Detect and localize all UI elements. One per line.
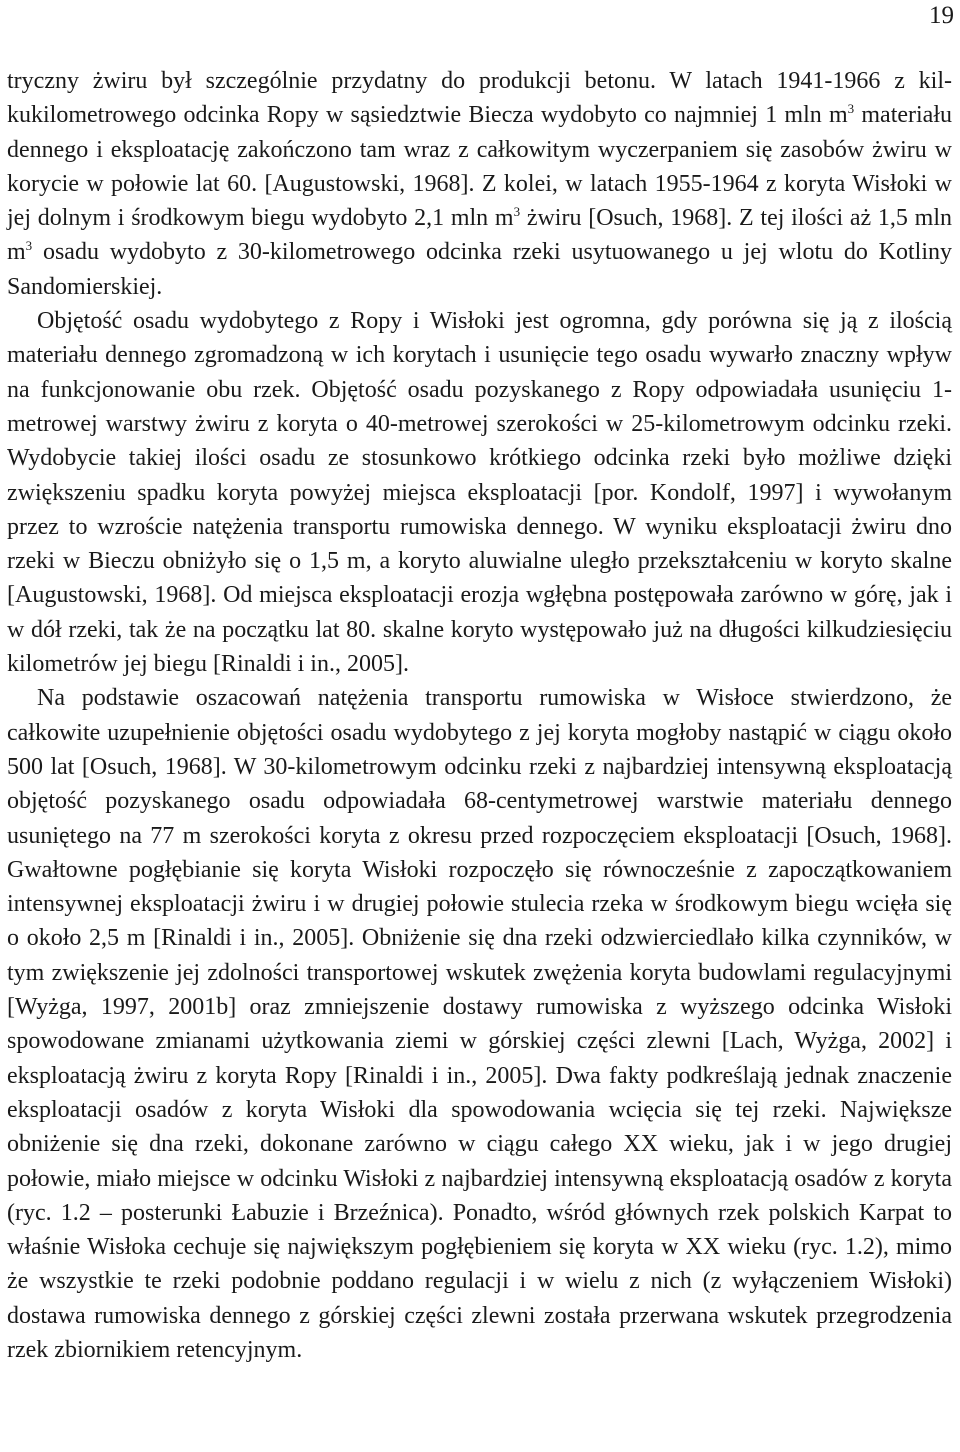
superscript: 3: [513, 204, 521, 220]
text-run: Na podstawie oszacowań natężenia transportu rumowiska w Wisłoce stwierdzono, że całkowite uzupełnienie objętości osadu wydobytego z jej koryta mogłoby nastąpić w ciągu około 500 lat [Osuch, 1968]. W 30-kilometrowym odcinku rzeki z najbardziej intensywną eksploatacją objętość pozyskanego osadu odpowiadała 68-centymetrowej warstwie materiału dennego usuniętego na 77 m szerokości koryta z okresu przed rozpoczęciem eksploatacji [Osuch, 1968]. Gwałtowne pogłębianie się koryta Wisłoki rozpoczęło się równocześnie z zapoczątkowaniem intensywnej eksploatacji żwiru i w drugiej połowie stulecia rzeka w środkowym biegu wcięła się o około 2,5 m [Rinaldi i in., 2005]. Obniżenie się dna rzeki odzwierciedlało kilka czynników, w tym zwiększenie jej zdolności transportowej wskutek zwężenia koryta budowlami regulacyjnymi [Wyżga, 1997, 2001b] oraz zmniejszenie dostawy rumowiska z wyższego odcinka Wisłoki spowodowane zmianami użytkowania ziemi w górskiej części zlewni [Lach, Wyżga, 2002] i eksploatacją żwiru z koryta Ropy [Rinaldi i in., 2005]. Dwa fakty podkreślają jednak znaczenie eksploatacji osadów z koryta Wisłoki dla spowodowania wcięcia się tej rzeki. Największe obniżenie się dna rzeki, dokonane zarówno w ciągu całego XX wieku, jak i w jego drugiej połowie, miało miejsce w odcinku Wisłoki z najbardziej intensywną eksploatacją osadów z koryta (ryc. 1.2 – posterunki Łabuzie i Brzeźnica). Ponadto, wśród głównych rzek polskich Karpat to właśnie Wisłoka cechuje się największym pogłębieniem się koryta w XX wieku (ryc. 1.2), mimo że wszystkie te rzeki podobnie poddano regulacji i w wielu z nich (z wyłączeniem Wisłoki) dostawa rumowiska dennego z górskiej części zlewni została przerwana wskutek przegrodzenia rzek zbiornikiem retencyjnym.: [7, 685, 952, 1363]
text-run: żwiru [Osuch, 1968]. Z tej ilości aż 1,5 mln m: [7, 205, 952, 266]
body-text: [7, 64, 952, 1367]
text-run: tryczny żwiru był szczególnie przydatny do produkcji betonu. W latach 1941-1966 z kilkukilometrowego odcinka Ropy w sąsiedztwie Biecza wydobyto co najmniej 1 mln m: [7, 68, 952, 129]
page-number: 19: [929, 2, 954, 29]
paragraph-1: [7, 64, 952, 304]
paragraph-3: [7, 681, 952, 1367]
superscript: 3: [847, 101, 855, 117]
text-run: Objętość osadu wydobytego z Ropy i Wisłoki jest ogromna, gdy porówna się ją z ilością materiału dennego zgromadzoną w ich korytach i usunięcie tego osadu wywarło znaczny wpływ na funkcjonowanie obu rzek. Objętość osadu pozyskanego z Ropy odpowiadała usunięciu 1-metrowej warstwy żwiru z koryta o 40-metrowej szerokości w 25-kilometrowym odcinku rzeki. Wydobycie takiej ilości osadu ze stosunkowo krótkiego odcinka rzeki było możliwe dzięki zwiększeniu spadku koryta powyżej miejsca eksploatacji [por. Kondolf, 1997] i wywołanym przez to wzroście natężenia transportu rumowiska dennego. W wyniku eksploatacji żwiru dno rzeki w Bieczu obniżyło się o 1,5 m, a koryto aluwialne uległo przekształceniu w koryto skalne [Augustowski, 1968]. Od miejsca eksploatacji erozja wgłębna postępowała zarówno w górę, jak i w dół rzeki, tak że na początku lat 80. skalne koryto występowało już na długości kilkudziesięciu kilometrów jej biegu [Rinaldi i in., 2005].: [7, 308, 952, 678]
superscript: 3: [25, 238, 33, 254]
paragraph-2: [7, 304, 952, 681]
text-run: osadu wydobyto z 30-kilometrowego odcinka rzeki usytuowanego u jej wlotu do Kotliny Sandomierskiej.: [7, 239, 952, 300]
text-run: materiału dennego i eksploatację zakończono tam wraz z całkowitym wyczerpaniem się zasobów żwiru w korycie w połowie lat 60. [Augustowski, 1968]. Z kolei, w latach 1955-1964 z koryta Wisłoki w jej dolnym i środkowym biegu wydobyto 2,1 mln m: [7, 102, 953, 232]
